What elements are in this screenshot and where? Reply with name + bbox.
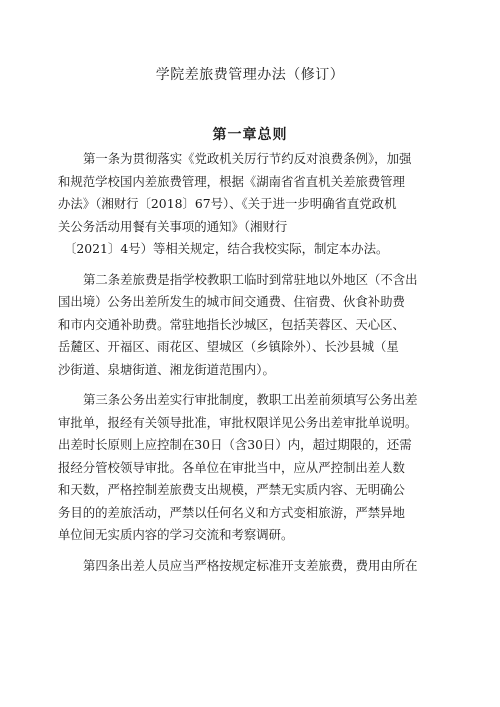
article-line: 和天数，严格控制差旅费支出规模，严禁无实质内容、无明确公 xyxy=(58,482,405,497)
article-line: 第一条为贯彻落实《党政机关厉行节约反对浪费条例》，加强 xyxy=(83,151,412,166)
article-line: 沙街道、泉塘街道、湘龙街道范围内）。 xyxy=(58,361,275,377)
article-line: 和规范学校国内差旅费管理，根据《湖南省省直机关差旅费管理 xyxy=(58,173,405,189)
document-title: 学院差旅费管理办法（修订） xyxy=(155,67,345,83)
article-1 xyxy=(58,148,446,261)
article-line: 第三条公务出差实行审批制度，教职工出差前须填写公务出差 xyxy=(83,392,418,407)
article-line: 务目的的差旅活动，严禁以任何名义和方式变相旅游，严禁异地 xyxy=(58,504,405,520)
article-2 xyxy=(58,269,446,382)
article-line: 关公务活动用餐有关事项的通知》（湘财行 xyxy=(58,218,288,234)
article-line: 第二条差旅费是指学校教职工临时到常驻地以外地区（不含出 xyxy=(83,271,418,287)
article-line: 第四条出差人员应当严格按规定标准开支差旅费，费用由所在 xyxy=(83,557,418,573)
article-line: 审批单，报经有关领导批准，审批权限详见公务出差审批单说明。 xyxy=(58,414,418,430)
article-line: 国出境）公务出差所发生的城市间交通费、住宿费、伙食补助费 xyxy=(58,294,405,309)
article-line: 出差时长原则上应控制在30日（含30日）内，超过期限的，还需 xyxy=(58,437,412,452)
article-line: 和市内交通补助费。常驻地指长沙城区，包括芙蓉区、天心区、 xyxy=(58,316,405,332)
article-line: 办法》（湘财行〔2018〕67号）、《关于进一步明确省直党政机 xyxy=(58,196,397,211)
article-line: 岳麓区、开福区、雨花区、望城区（乡镇除外）、长沙县城（星 xyxy=(58,339,399,354)
document-body xyxy=(58,148,446,577)
article-3 xyxy=(58,389,446,547)
article-line: 单位间无实质内容的学习交流和考察调研。 xyxy=(58,527,294,542)
article-line: 〔2021〕4号）等相关规定，结合我校实际，制定本办法。 xyxy=(64,241,389,256)
article-line: 报经分管校领导审批。各单位在审批当中，应从严控制出差人数 xyxy=(58,459,405,475)
article-4 xyxy=(58,555,446,578)
chapter-title: 第一章总则 xyxy=(212,127,288,143)
